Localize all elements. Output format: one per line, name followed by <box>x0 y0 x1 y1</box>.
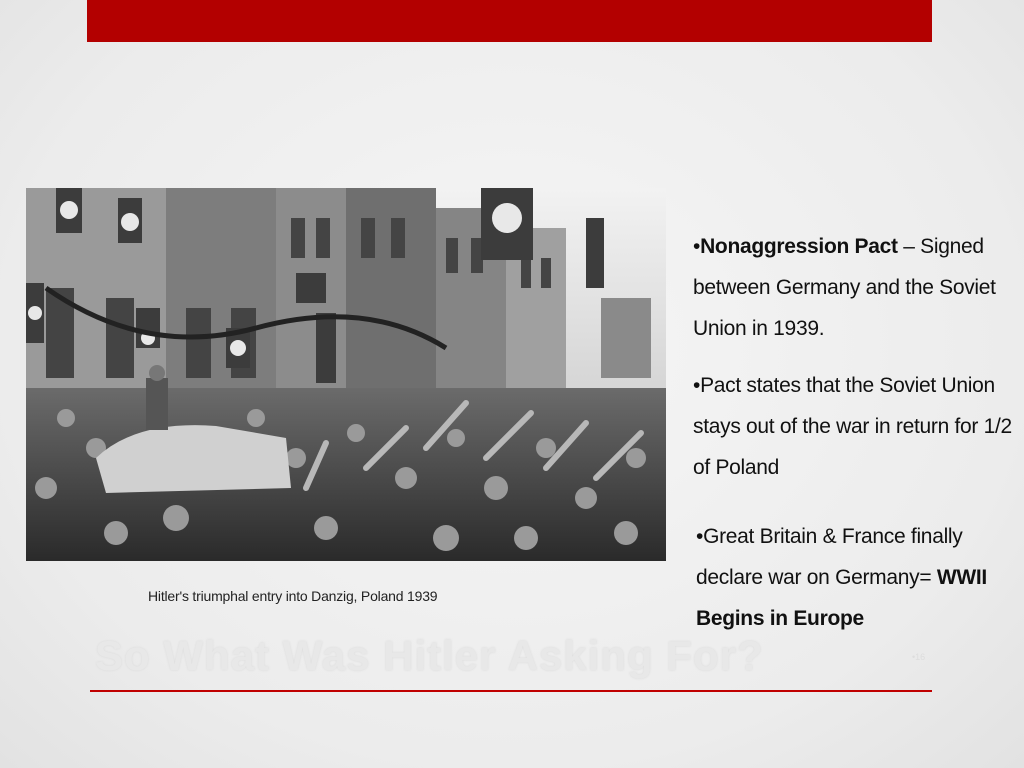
bullet-text: – Signed between Germany and the Soviet Union in 1939. <box>693 235 996 340</box>
bullet-marker: • <box>693 374 701 397</box>
bullet-marker: • <box>693 235 701 258</box>
bullet-bold-conclusion: WWII Begins in Europe <box>696 566 987 630</box>
bullet-nonaggression-pact <box>693 226 1019 349</box>
bullet-list <box>693 226 1019 639</box>
historic-photo <box>26 188 666 561</box>
bullet-text: Great Britain & France finally declare war on Germany= <box>696 525 963 589</box>
slide-number: •16 <box>912 652 926 662</box>
bullet-marker: • <box>696 525 704 548</box>
bullet-pact-terms <box>693 365 1019 488</box>
bullet-war-declared <box>696 516 1019 639</box>
bottom-rule <box>90 690 932 692</box>
photo-illustration <box>26 188 666 561</box>
bullet-text: Pact states that the Soviet Union stays out of the war in return for 1/2 of Poland <box>693 374 1012 479</box>
bullet-bold-term: Nonaggression Pact <box>700 235 898 258</box>
slide-title-watermark: So What Was Hitler Asking For? <box>95 632 764 679</box>
slide-number-value: 16 <box>915 652 926 662</box>
photo-caption: Hitler's triumphal entry into Danzig, Poland 1939 <box>148 588 438 604</box>
top-accent-bar <box>87 0 932 42</box>
